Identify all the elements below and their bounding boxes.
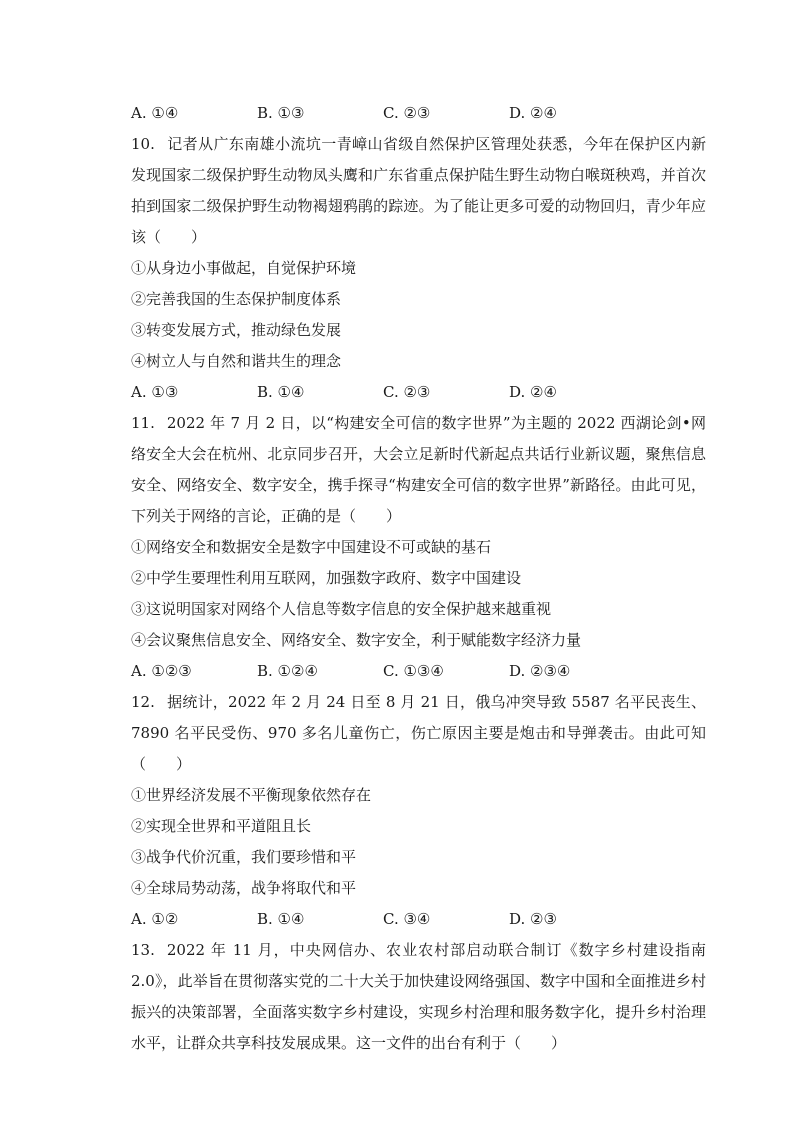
question-number: 10. <box>131 135 155 153</box>
question-stem <box>131 129 706 253</box>
answer-options <box>131 904 706 935</box>
option-a: A. ①③ <box>131 383 179 401</box>
question-number: 12. <box>131 693 155 711</box>
option-b: B. ①③ <box>257 104 305 122</box>
question-13 <box>131 935 706 1059</box>
option-d: D. ②③ <box>509 910 557 928</box>
question-stem-text: 2022 年 11 月，中央网信办、农业农村部启动联合制订《数字乡村建设指南 2.0》，此举旨在贯彻落实党的二十大关于加快建设网络强国、数字中国和全面推进乡村振兴的决策部署，全面落实数字乡村建设，实现乡村治理和服务数字化，提升乡村治理水平，让群众共享科技发展成果。这一文件的出台有利于（ ） <box>131 941 706 1052</box>
statement-item: ①世界经济发展不平衡现象依然存在 <box>131 786 372 804</box>
statement-item: ④会议聚焦信息安全、网络安全、数字安全，利于赋能数字经济力量 <box>131 631 582 649</box>
statement-item: ②实现全世界和平道阻且长 <box>131 817 312 835</box>
question-12 <box>131 687 706 935</box>
option-b: B. ①④ <box>257 910 305 928</box>
question-stem-text: 2022 年 7 月 2 日，以“构建安全可信的数字世界”为主题的 2022 西湖论剑•网络安全大会在杭州、北京同步召开，大会立足新时代新起点共话行业新议题，聚焦信息安全、网络安全、数字安全，携手探寻“构建安全可信的数字世界”新路径。由此可见，下列关于网络的言论，正确的是（ ） <box>131 414 706 525</box>
option-a: A. ①②③ <box>131 662 192 680</box>
statement-item: ②完善我国的生态保护制度体系 <box>131 290 342 308</box>
option-a: A. ①④ <box>131 104 179 122</box>
option-c: C. ②③ <box>383 104 431 122</box>
statement-item: ①网络安全和数据安全是数字中国建设不可或缺的基石 <box>131 538 492 556</box>
option-c: C. ①③④ <box>383 662 444 680</box>
question-stem-text: 据统计，2022 年 2 月 24 日至 8 月 21 日，俄乌冲突导致 5587 名平民丧生、7890 名平民受伤、970 多名儿童伤亡，伤亡原因主要是炮击和导弹袭击。由此可知（ ） <box>131 693 706 773</box>
option-d: D. ②③④ <box>509 662 571 680</box>
option-d: D. ②④ <box>509 383 557 401</box>
option-c: C. ②③ <box>383 383 431 401</box>
option-b: B. ①④ <box>257 383 305 401</box>
question-stem <box>131 687 706 780</box>
statement-item: ④树立人与自然和谐共生的理念 <box>131 352 342 370</box>
option-a: A. ①② <box>131 910 179 928</box>
answer-options <box>131 656 706 687</box>
page-content <box>131 98 706 1059</box>
statement-item: ③转变发展方式，推动绿色发展 <box>131 321 342 339</box>
option-c: C. ③④ <box>383 910 431 928</box>
question-11 <box>131 408 706 687</box>
statement-item: ③这说明国家对网络个人信息等数字信息的安全保护越来越重视 <box>131 600 552 618</box>
question-number: 11. <box>131 414 155 432</box>
question-number: 13. <box>131 941 155 959</box>
statement-item: ④全球局势动荡，战争将取代和平 <box>131 879 357 897</box>
question-stem-text: 记者从广东南雄小流坑一青嶂山省级自然保护区管理处获悉，今年在保护区内新发现国家二级保护野生动物凤头鹰和广东省重点保护陆生野生动物白喉斑秧鸡，并首次拍到国家二级保护野生动物褐翅鸦鹃的踪迹。为了能让更多可爱的动物回归，青少年应该（ ） <box>131 135 706 246</box>
option-b: B. ①②④ <box>257 662 318 680</box>
q9-options <box>131 98 706 129</box>
statement-item: ③战争代价沉重，我们要珍惜和平 <box>131 848 357 866</box>
answer-options <box>131 377 706 408</box>
statement-item: ②中学生要理性利用互联网，加强数字政府、数字中国建设 <box>131 569 522 587</box>
question-stem <box>131 935 706 1059</box>
question-stem <box>131 408 706 532</box>
statement-item: ①从身边小事做起，自觉保护环境 <box>131 259 357 277</box>
question-10 <box>131 129 706 408</box>
option-d: D. ②④ <box>509 104 557 122</box>
